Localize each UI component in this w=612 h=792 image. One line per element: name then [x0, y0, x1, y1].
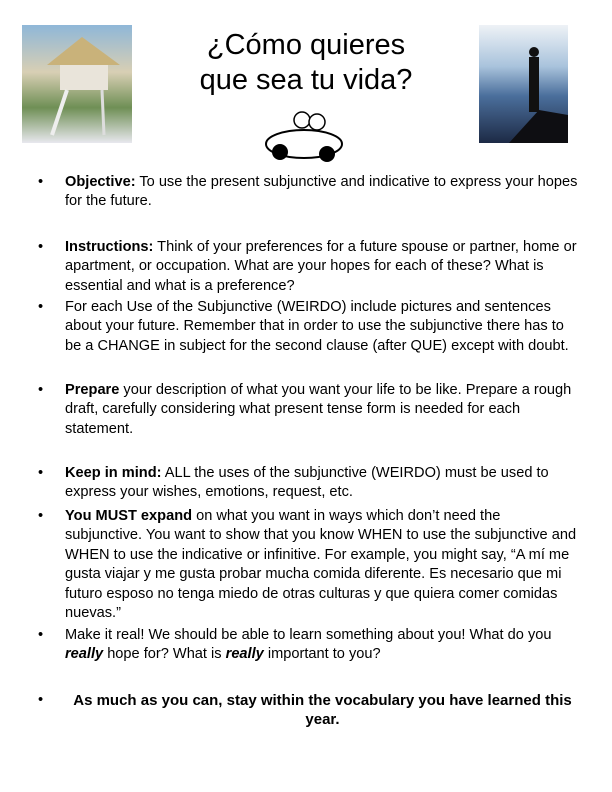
bullet: •	[38, 239, 44, 255]
make-it-real-text	[65, 626, 580, 665]
beach-hut-icon	[22, 25, 132, 143]
title-line-1: ¿Cómo quieres	[206, 29, 406, 61]
emphasis: really	[225, 646, 264, 663]
label: You MUST expand	[65, 508, 193, 524]
text: Make it real! We should be able to learn something about you! What do you	[65, 627, 552, 643]
bullet: •	[38, 382, 44, 398]
bullet: •	[38, 508, 44, 524]
hiker-icon	[479, 25, 568, 143]
beach-hut-image	[22, 25, 132, 143]
bullet: •	[38, 299, 44, 315]
hiker-image	[479, 25, 568, 143]
bullet: •	[38, 174, 44, 190]
emphasis: really	[65, 646, 104, 663]
text: on what you want in ways which don’t need the subjunctive. You want to show that you know WHEN to use the subjunctive and WHEN to use the indicative or infinitive. For example, you might say, “A mí me gusta viajar y me gusta probar mucha comida diferente. Es necesario que mi futuro esposo no tenga miedo de otras culturas y que quiera comer comidas nuevas.”	[65, 508, 577, 622]
prepare-text	[65, 381, 580, 439]
bullet: •	[38, 692, 44, 708]
objective-text	[65, 173, 580, 212]
page-title	[150, 28, 462, 98]
expand-text	[65, 507, 580, 623]
text: hope for? What is	[103, 646, 226, 663]
weirdo-text	[65, 298, 580, 356]
text: To use the present subjunctive and indicative to express your hopes for the future.	[65, 174, 578, 210]
bullet: •	[38, 465, 44, 481]
vocabulary-text: As much as you can, stay within the vocabulary you have learned this year.	[73, 692, 572, 729]
car-cartoon-image	[262, 104, 347, 166]
instructions-text	[65, 238, 580, 296]
label: Instructions:	[65, 239, 154, 255]
label: Keep in mind:	[65, 465, 162, 481]
text: your description of what you want your life to be like. Prepare a rough draft, carefully considering what present tense form is needed for each statement.	[65, 382, 572, 437]
text: ALL the uses of the subjunctive (WEIRDO) must be used to express your wishes, emotions, request, etc.	[65, 465, 549, 501]
text: For each Use of the Subjunctive (WEIRDO) include pictures and sentences about your future. Remember that in order to use the subjunctive there has to be a CHANGE in subject for the second clause (after QUE) except with doubt.	[65, 299, 569, 354]
label: Objective:	[65, 174, 136, 190]
bullet: •	[38, 627, 44, 643]
keep-in-mind-text	[65, 464, 580, 503]
car-icon	[262, 104, 347, 166]
text: important to you?	[263, 646, 381, 663]
label: Prepare	[65, 382, 120, 398]
text: Think of your preferences for a future spouse or partner, home or apartment, or occupation. What are your hopes for each of these? What is essential and what is a preference?	[65, 239, 577, 294]
title-line-2: que sea tu vida?	[199, 64, 413, 96]
